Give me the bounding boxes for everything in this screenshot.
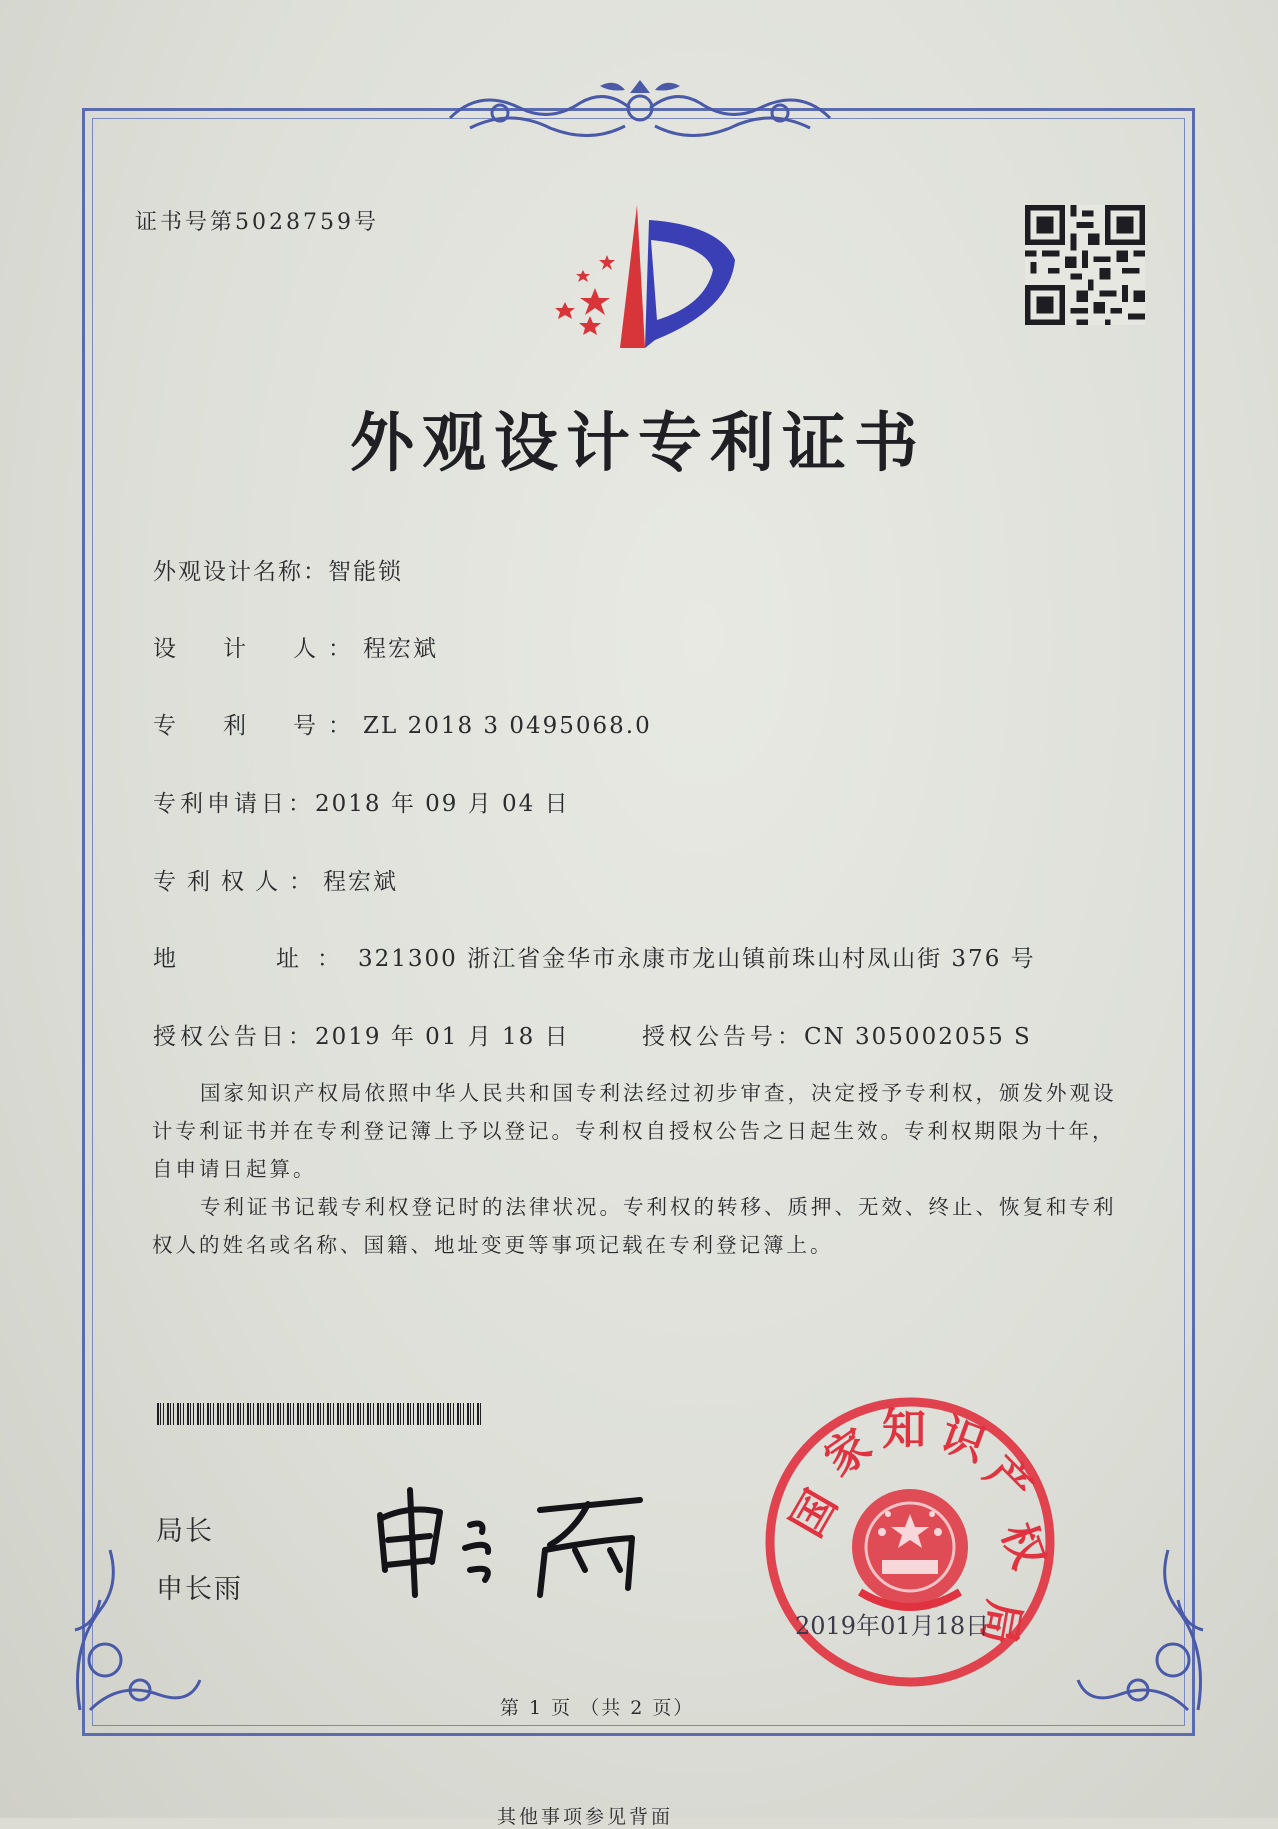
barcode-bar xyxy=(353,1403,354,1425)
certificate-title: 外观设计专利证书 xyxy=(350,406,926,481)
certificate-number: 证书号第5028759号 xyxy=(135,210,379,235)
barcode-bar xyxy=(270,1403,271,1425)
barcode-bar xyxy=(373,1403,374,1425)
barcode-bar xyxy=(170,1403,171,1425)
field-value: 程宏斌 xyxy=(323,869,398,895)
barcode-bar xyxy=(253,1403,254,1425)
barcode-bar xyxy=(350,1403,351,1425)
barcode-bar xyxy=(417,1403,419,1425)
field-label: 专利申请日： xyxy=(153,791,315,817)
barcode-bar xyxy=(257,1403,259,1425)
barcode-bar xyxy=(327,1403,329,1425)
barcode-bar xyxy=(303,1403,304,1425)
seal-date: 2019年01月18日 xyxy=(795,1612,990,1640)
field-patentee xyxy=(153,863,398,896)
field-value: 智能锁 xyxy=(328,559,403,585)
barcode-bar xyxy=(157,1403,159,1425)
field-value: 321300 浙江省金华市永康市龙山镇前珠山村凤山街 376 号 xyxy=(358,946,1036,972)
barcode-bar xyxy=(190,1403,191,1425)
barcode-bar xyxy=(437,1403,439,1425)
barcode-bar xyxy=(470,1403,471,1425)
barcode-bar xyxy=(173,1403,174,1425)
barcode-bar xyxy=(443,1403,444,1425)
barcode-bar xyxy=(320,1403,321,1425)
barcode-bar xyxy=(300,1403,301,1425)
barcode-bar xyxy=(440,1403,441,1425)
barcode-bar xyxy=(460,1403,461,1425)
field-filing-date xyxy=(153,785,570,818)
field-patent-number xyxy=(153,707,652,740)
back-note: 其他事项参见背面 xyxy=(497,1806,674,1828)
field-value: 2019 年 01 月 18 日 xyxy=(315,1024,570,1050)
barcode-bar xyxy=(463,1403,464,1425)
barcode-bar xyxy=(273,1403,274,1425)
barcode-bar xyxy=(447,1403,449,1425)
barcode-bar xyxy=(260,1403,261,1425)
director-title: 局长 xyxy=(156,1516,214,1547)
barcode-bar xyxy=(383,1403,384,1425)
seal-char: 识 xyxy=(933,1408,993,1472)
page-number: 第 1 页 （共 2 页） xyxy=(500,1697,695,1719)
barcode-bar xyxy=(163,1403,164,1425)
top-ornament-icon xyxy=(440,78,840,150)
barcode-bar xyxy=(467,1403,469,1425)
barcode-bar xyxy=(370,1403,371,1425)
barcode-bar xyxy=(343,1403,344,1425)
barcode-bar xyxy=(263,1403,264,1425)
barcode-bar xyxy=(337,1403,339,1425)
barcode-bar xyxy=(287,1403,289,1425)
barcode-bar xyxy=(207,1403,209,1425)
seal-char: 权 xyxy=(991,1516,1055,1576)
barcode-bar xyxy=(477,1403,479,1425)
field-label: 外观设计名称： xyxy=(153,559,328,585)
field-label: 专利权人： xyxy=(153,869,323,895)
barcode-bar xyxy=(380,1403,381,1425)
barcode-bar xyxy=(307,1403,309,1425)
barcode-bar xyxy=(340,1403,341,1425)
legal-paragraph-1: 国家知识产权局依照中华人民共和国专利法经过初步审查，决定授予专利权，颁发外观设计专利证书并在专利登记簿上予以登记。专利权自授权公告之日起生效。专利权期限为十年，自申请日起算。 xyxy=(152,1081,1117,1181)
field-value: ZL 2018 3 0495068.0 xyxy=(363,713,652,739)
field-announcement-number xyxy=(642,1018,1032,1051)
field-designer xyxy=(153,630,438,663)
barcode-bar xyxy=(403,1403,404,1425)
barcode-bar xyxy=(240,1403,241,1425)
barcode-bar xyxy=(400,1403,401,1425)
barcode-bar xyxy=(193,1403,194,1425)
barcode-bar xyxy=(247,1403,249,1425)
field-address xyxy=(153,940,1036,973)
barcode-bar xyxy=(407,1403,409,1425)
field-label: 授权公告日： xyxy=(153,1024,315,1050)
barcode-bar xyxy=(450,1403,451,1425)
barcode-bar xyxy=(160,1403,161,1425)
director-block xyxy=(156,1503,243,1619)
barcode-bar xyxy=(310,1403,311,1425)
barcode-bar xyxy=(473,1403,474,1425)
barcode-bar xyxy=(347,1403,349,1425)
barcode-bar xyxy=(220,1403,221,1425)
director-signature-icon xyxy=(370,1470,650,1600)
barcode-bar xyxy=(410,1403,411,1425)
barcode-bar xyxy=(317,1403,319,1425)
field-label: 设 计 人： xyxy=(153,636,363,662)
barcode-bar xyxy=(293,1403,294,1425)
barcode-bar xyxy=(200,1403,201,1425)
barcode-bar xyxy=(427,1403,429,1425)
qr-code-icon xyxy=(1022,205,1148,325)
bottom-right-ornament-icon xyxy=(1068,1530,1218,1720)
seal-char: 知 xyxy=(882,1404,926,1455)
barcode-bar xyxy=(250,1403,251,1425)
field-label: 授权公告号： xyxy=(642,1024,804,1050)
barcode-bar xyxy=(393,1403,394,1425)
barcode-bar xyxy=(243,1403,244,1425)
barcode-bar xyxy=(223,1403,224,1425)
barcode-bar xyxy=(227,1403,229,1425)
barcode-bar xyxy=(167,1403,169,1425)
barcode-bar xyxy=(387,1403,389,1425)
barcode-bar xyxy=(457,1403,459,1425)
barcode-bar xyxy=(313,1403,314,1425)
field-label: 地 址： xyxy=(153,946,358,972)
seal-char: 产 xyxy=(974,1446,1042,1514)
official-seal-icon xyxy=(760,1392,1060,1692)
barcode-bar xyxy=(230,1403,231,1425)
barcode-bar xyxy=(323,1403,324,1425)
barcode-bar xyxy=(367,1403,369,1425)
director-name: 申长雨 xyxy=(156,1574,243,1605)
barcode-bar xyxy=(210,1403,211,1425)
legal-paragraph-2: 专利证书记载专利权登记时的法律状况。专利权的转移、质押、无效、终止、恢复和专利权人的姓名或名称、国籍、地址变更等事项记载在专利登记簿上。 xyxy=(152,1195,1117,1257)
barcode-bar xyxy=(290,1403,291,1425)
barcode-bar xyxy=(390,1403,391,1425)
barcode-bar xyxy=(197,1403,199,1425)
barcode-bar xyxy=(377,1403,379,1425)
barcode-bar xyxy=(203,1403,204,1425)
field-value: 2018 年 09 月 04 日 xyxy=(315,791,570,817)
field-label: 专 利 号： xyxy=(153,713,363,739)
barcode-bar xyxy=(233,1403,234,1425)
barcode-bar xyxy=(397,1403,399,1425)
barcode-bar xyxy=(217,1403,219,1425)
cnipa-logo-icon xyxy=(545,200,735,350)
barcode-bar xyxy=(357,1403,359,1425)
field-design-name xyxy=(153,553,403,586)
barcode-bar xyxy=(180,1403,181,1425)
barcode-bar xyxy=(420,1403,421,1425)
barcode-bar xyxy=(453,1403,454,1425)
barcode-bar xyxy=(330,1403,331,1425)
field-value: CN 305002055 S xyxy=(804,1024,1032,1050)
barcode-bar xyxy=(277,1403,279,1425)
barcode-bar xyxy=(183,1403,184,1425)
barcode-bar xyxy=(280,1403,281,1425)
barcode-bar xyxy=(333,1403,334,1425)
barcode-bar xyxy=(413,1403,414,1425)
seal-char: 局 xyxy=(971,1596,1030,1649)
seal-char: 家 xyxy=(815,1419,881,1487)
barcode-bar xyxy=(267,1403,269,1425)
field-announcement-date xyxy=(153,1018,570,1051)
barcode-bar xyxy=(283,1403,284,1425)
barcode-bar xyxy=(177,1403,179,1425)
barcode-bar xyxy=(423,1403,424,1425)
field-value: 程宏斌 xyxy=(363,636,438,662)
seal-char: 国 xyxy=(781,1481,848,1546)
barcode-bar xyxy=(480,1403,481,1425)
barcode-bar xyxy=(213,1403,214,1425)
barcode-bar xyxy=(430,1403,431,1425)
barcode-bar xyxy=(237,1403,239,1425)
barcode-bar xyxy=(360,1403,361,1425)
barcode-bar xyxy=(363,1403,364,1425)
barcode-bar xyxy=(187,1403,189,1425)
barcode-icon xyxy=(157,1403,485,1425)
barcode-bar xyxy=(297,1403,299,1425)
barcode-bar xyxy=(433,1403,434,1425)
